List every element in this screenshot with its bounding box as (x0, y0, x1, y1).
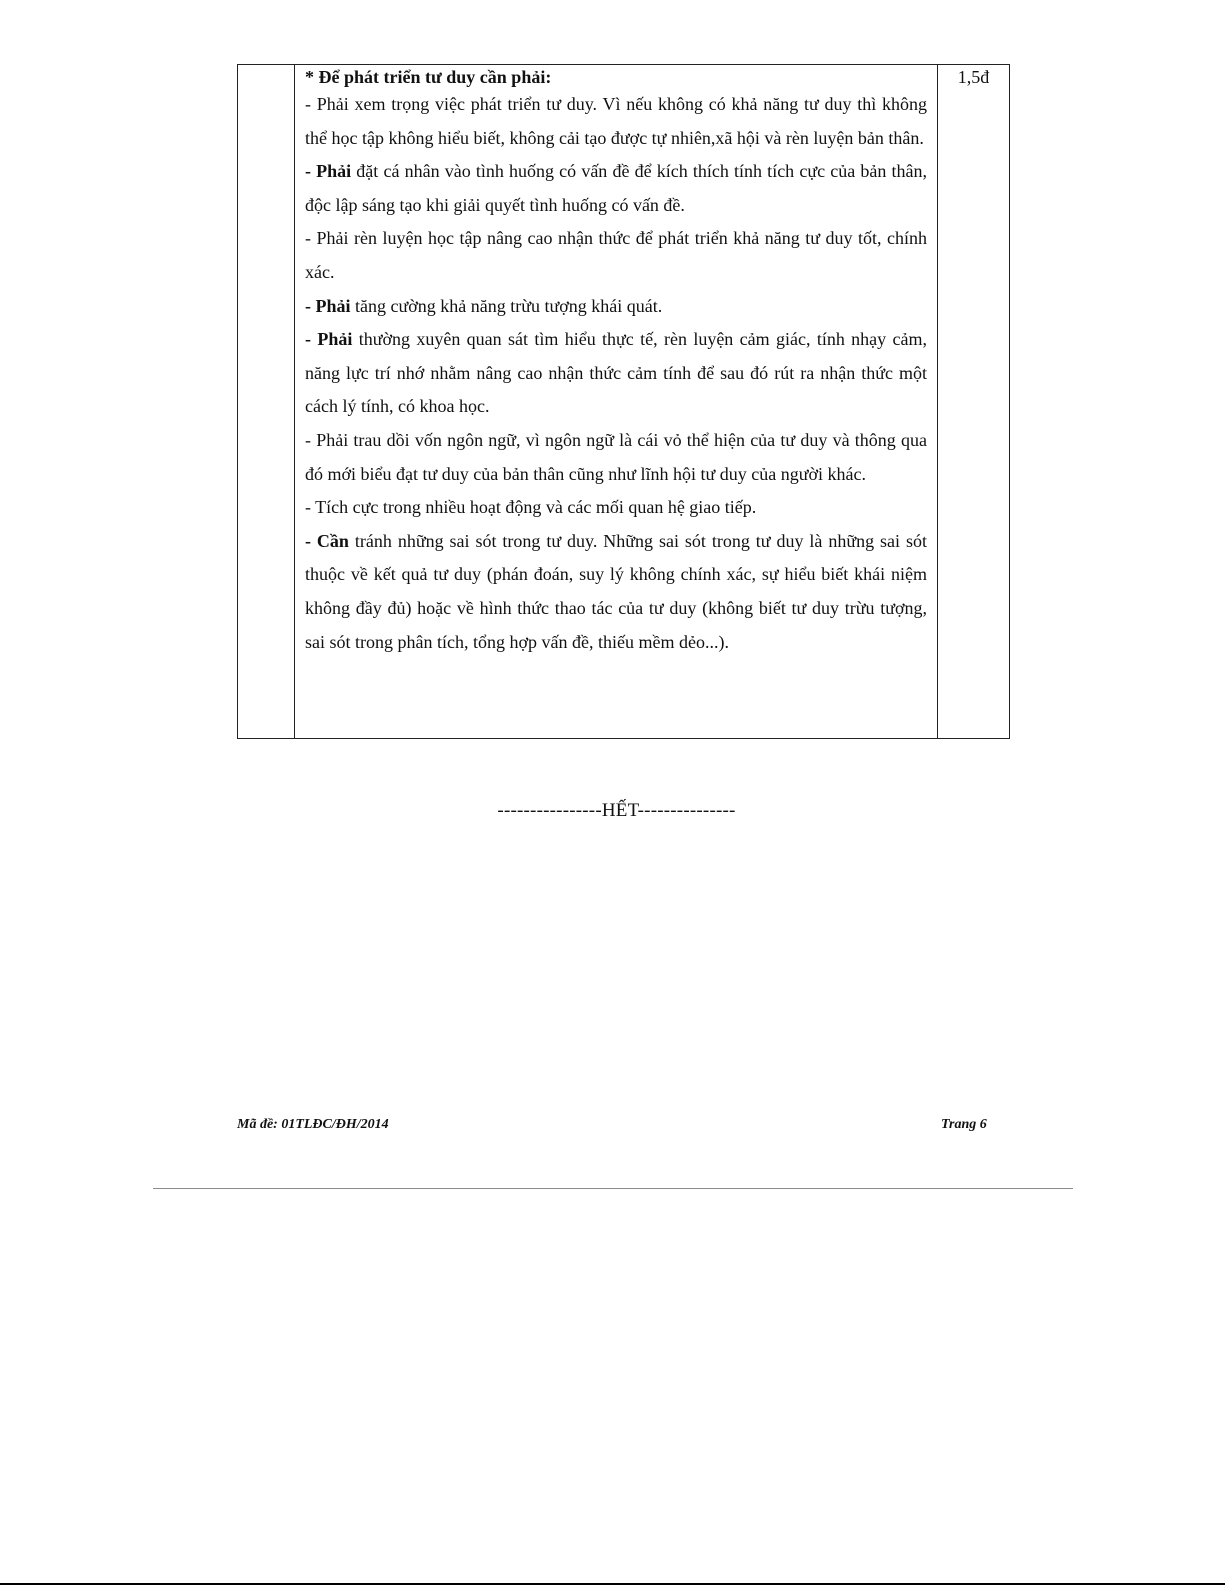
table-row (238, 65, 1010, 739)
paragraph-lead: - Tích (305, 497, 349, 518)
paragraph-text: xem trọng việc phát triển tư duy. Vì nếu không có khả năng tư duy thì không thể học tập không hiểu biết, không cải tạo được tự nhiên,xã hội và rèn luyện bản thân. (305, 94, 927, 148)
paragraph-lead: - Cần (305, 530, 349, 551)
question-number-cell (238, 65, 295, 739)
answer-paragraph (305, 424, 927, 491)
answer-paragraph (305, 323, 927, 424)
paragraph-text: rèn luyện học tập nâng cao nhận thức để phát triển khả năng tư duy tốt, chính xác. (305, 228, 927, 282)
answer-paragraph (305, 88, 927, 155)
answer-heading: * Để phát triển tư duy cần phải: (305, 67, 552, 87)
paragraph-lead: - Phải (305, 228, 349, 249)
answer-paragraph (305, 222, 927, 289)
page-divider (153, 1188, 1073, 1189)
paragraph-lead: - Phải (305, 329, 353, 350)
answer-paragraph (305, 491, 927, 525)
paragraph-text: thường xuyên quan sát tìm hiểu thực tế, rèn luyện cảm giác, tính nhạy cảm, năng lực trí nhớ nhằm nâng cao nhận thức cảm tính để sau đó rút ra nhận thức một cách lý tính, có khoa học. (305, 329, 927, 417)
paragraph-text: tăng cường khả năng trừu tượng khái quát. (350, 295, 663, 316)
page-number: Trang 6 (941, 1117, 987, 1132)
score-cell: 1,5đ (938, 65, 1010, 739)
answer-paragraph (305, 290, 927, 324)
paragraph-text: đặt cá nhân vào tình huống có vấn đề để kích thích tính tích cực của bản thân, độc lập sáng tạo khi giải quyết tình huống có vấn đề. (305, 161, 927, 215)
answer-paragraph (305, 525, 927, 659)
end-marker: ----------------HẾT--------------- (497, 800, 736, 821)
paragraph-text: cực trong nhiều hoạt động và các mối quan hệ giao tiếp. (348, 497, 757, 518)
answer-content-cell (295, 65, 938, 739)
paragraph-text: trau dồi vốn ngôn ngữ, vì ngôn ngữ là cái vỏ thể hiện của tư duy và thông qua đó mới biểu đạt tư duy của bản thân cũng như lĩnh hội tư duy của người khác. (305, 429, 927, 484)
paragraph-lead: - Phải (305, 161, 352, 182)
paragraph-lead: - Phải (305, 429, 349, 450)
paragraph-lead: - Phải (305, 94, 349, 114)
answer-paragraph (305, 155, 927, 222)
paragraph-text: tránh những sai sót trong tư duy. Những sai sót trong tư duy là những sai sót thuộc về kết quả tư duy (phán đoán, suy lý không chính xác, sự hiểu biết khái niệm không đầy đủ) hoặc về hình thức thao tác của tư duy (không biết tư duy trừu tượng, sai sót trong phân tích, tổng hợp vấn đề, thiếu mềm dẻo...). (305, 530, 927, 652)
answer-table (237, 64, 1010, 739)
paragraph-lead: - Phải (305, 295, 351, 316)
exam-code: Mã đề: 01TLĐC/ĐH/2014 (237, 1117, 389, 1132)
